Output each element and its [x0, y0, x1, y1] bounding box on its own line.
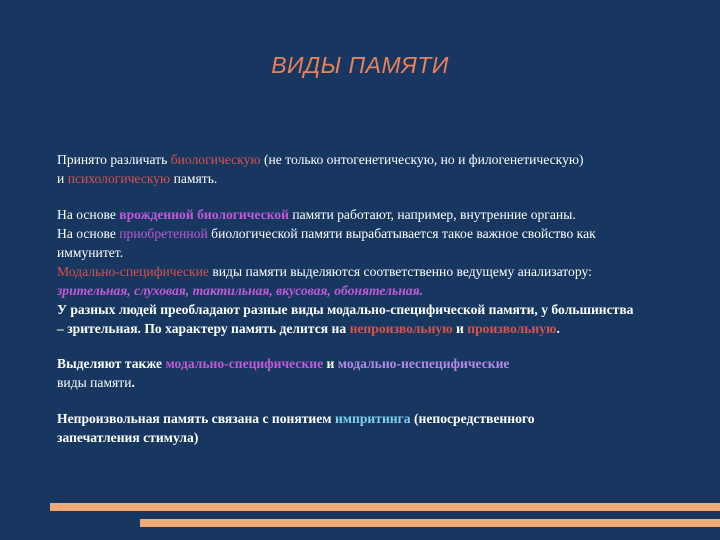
text: виды памяти выделяются соответственно ведущему анализатору: — [208, 264, 592, 279]
text: и — [323, 356, 338, 371]
text: и — [57, 171, 68, 186]
term-modality-nonspecific: модально-неспецифические — [337, 356, 510, 371]
paragraph-3-line-2 — [57, 373, 720, 392]
paragraph-1-line-1 — [57, 150, 720, 169]
decorative-bar-top — [50, 503, 720, 511]
text: биологической памяти вырабатывается такое важное свойство как — [207, 226, 596, 241]
spacer — [57, 338, 720, 354]
text: Принято различать — [57, 152, 171, 167]
text: – зрительная. По характеру память делится на — [57, 321, 350, 336]
paragraph-2-line-6: У разных людей преобладают разные виды модально-специфической памяти, у большинства — [57, 302, 634, 317]
text: Выделяют также — [57, 356, 166, 371]
term-innate-biological: врожденной биологической — [119, 207, 289, 222]
paragraph-4-line-2: запечатления стимула) — [57, 430, 199, 445]
text: (не только онтогенетическую, но и филогенетическую) — [260, 152, 584, 167]
paragraph-2-line-4 — [57, 262, 720, 281]
term-biological: биологическую — [170, 152, 261, 167]
text: На основе — [57, 207, 120, 222]
paragraph-3-line-1 — [57, 354, 720, 373]
paragraph-2-line-1 — [57, 205, 720, 224]
text: (непосредственного — [410, 411, 535, 426]
slide-body — [57, 150, 720, 447]
text: памяти работают, например, внутренние органы. — [288, 207, 576, 222]
text: виды памяти — [57, 375, 132, 390]
text: память. — [170, 171, 218, 186]
term-modality-specific-2: модально-специфические — [165, 356, 324, 371]
term-imprinting: импритинга — [334, 411, 411, 426]
paragraph-2-line-3: иммунитет. — [57, 245, 124, 260]
spacer — [57, 392, 720, 409]
term-acquired: приобретенной — [119, 226, 208, 241]
paragraph-2-line-7 — [57, 319, 720, 338]
text: Непроизвольная память связана с понятием — [57, 411, 335, 426]
slide-title: ВИДЫ ПАМЯТИ — [271, 52, 449, 78]
term-modality-specific: Модально-специфические — [57, 264, 209, 279]
term-voluntary: произвольную — [467, 321, 557, 336]
paragraph-4-line-1 — [57, 409, 720, 428]
text: На основе — [57, 226, 120, 241]
term-involuntary: непроизвольную — [349, 321, 453, 336]
text: . — [556, 321, 560, 336]
paragraph-2-line-2 — [57, 224, 720, 243]
term-psychological: психологическую — [67, 171, 171, 186]
paragraph-2-line-5-sensory-types: зрительная, слуховая, тактильная, вкусовая, обонятельная. — [57, 283, 423, 298]
spacer — [57, 188, 720, 205]
text: . — [131, 375, 135, 390]
text: и — [452, 321, 468, 336]
decorative-bar-bottom — [140, 519, 720, 527]
paragraph-1-line-2 — [57, 169, 720, 188]
